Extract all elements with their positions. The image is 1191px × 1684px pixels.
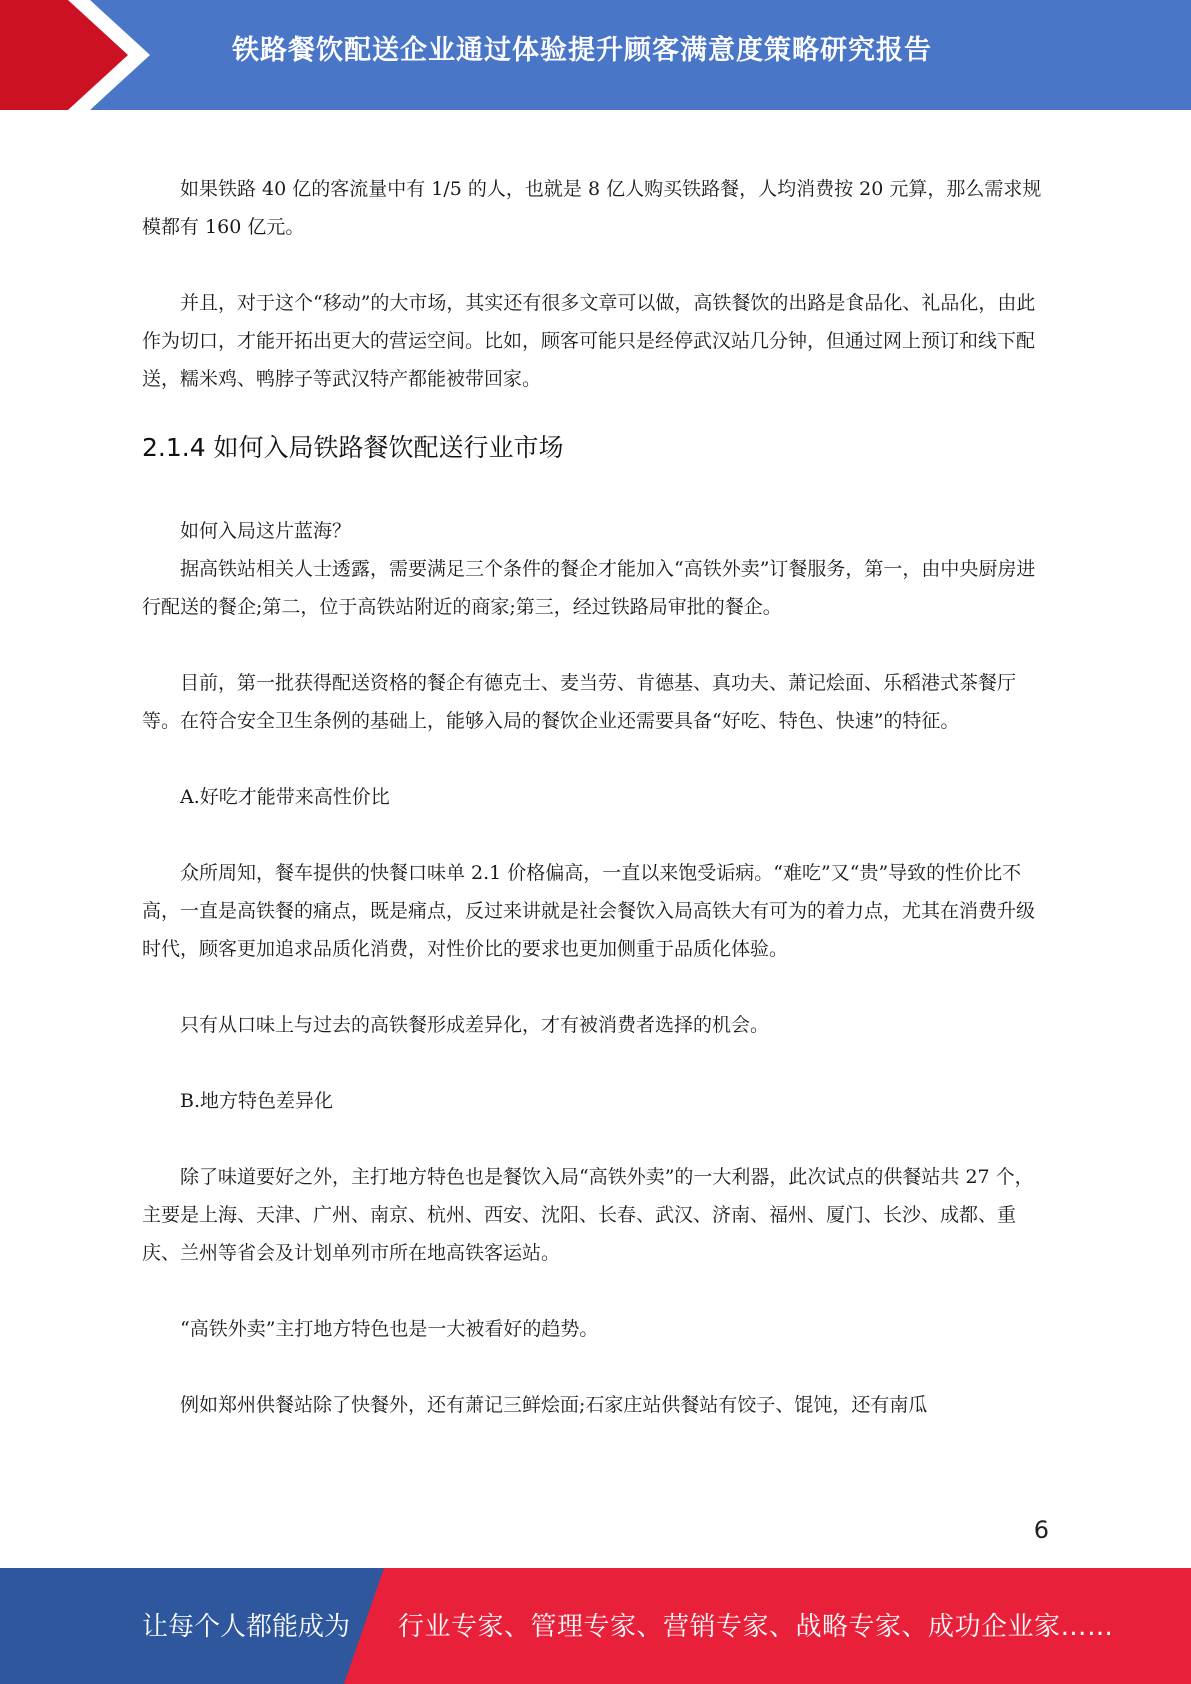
footer-slogan-right: 行业专家、管理专家、营销专家、战略专家、成功企业家…… — [398, 1612, 1114, 1642]
subsection-label: B.地方特色差异化 — [180, 1090, 334, 1112]
subsection-label: A.好吃才能带来高性价比 — [180, 786, 390, 808]
paragraph: “高铁外卖”主打地方特色也是一大被看好的趋势。 — [180, 1318, 599, 1340]
paragraph: 如何入局这片蓝海？ — [180, 520, 352, 542]
page-number: 6 — [1033, 1516, 1049, 1544]
footer-slogan-left: 让每个人都能成为 — [142, 1612, 351, 1642]
paragraph: 目前，第一批获得配送资格的餐企有德克士、麦当劳、肯德基、真功夫、萧记烩面、乐稻港式茶餐厅等。在符合安全卫生条例的基础上，能够入局的餐饮企业还需要具备“好吃、特色、快速”的特征。 — [142, 672, 1017, 732]
page-header — [0, 0, 1191, 110]
document-title: 铁路餐饮配送企业通过体验提升顾客满意度策略研究报告 — [232, 35, 932, 66]
paragraph: 如果铁路 40 亿的客流量中有 1/5 的人，也就是 8 亿人购买铁路餐，人均消费按 20 元算，那么需求规模都有 160 亿元。 — [142, 178, 1042, 238]
paragraph: 据高铁站相关人士透露，需要满足三个条件的餐企才能加入“高铁外卖”订餐服务，第一，由中央厨房进行配送的餐企;第二，位于高铁站附近的商家;第三，经过铁路局审批的餐企。 — [142, 558, 1036, 618]
paragraph: 例如郑州供餐站除了快餐外，还有萧记三鲜烩面;石家庄站供餐站有饺子、馄饨，还有南瓜 — [180, 1394, 928, 1416]
paragraph: 众所周知，餐车提供的快餐口味单 2.1 价格偏高，一直以来饱受诟病。“难吃”又“贵”导致的性价比不高，一直是高铁餐的痛点，既是痛点，反过来讲就是社会餐饮入局高铁大有可为的着力点，尤其在消费升级时代，顾客更加追求品质化消费，对性价比的要求也更加侧重于品质化体验。 — [142, 862, 1036, 960]
page-footer — [0, 1568, 1191, 1684]
paragraph: 只有从口味上与过去的高铁餐形成差异化，才有被消费者选择的机会。 — [180, 1014, 770, 1036]
paragraph: 除了味道要好之外，主打地方特色也是餐饮入局“高铁外卖”的一大利器，此次试点的供餐站共 27 个，主要是上海、天津、广州、南京、杭州、西安、沈阳、长春、武汉、济南、福州、厦门、长沙、成都、重庆、兰州等省会及计划单列市所在地高铁客运站。 — [142, 1166, 1034, 1264]
page-body — [142, 170, 1047, 1424]
paragraph: 并且，对于这个“移动”的大市场，其实还有很多文章可以做，高铁餐饮的出路是食品化、礼品化，由此作为切口，才能开拓出更大的营运空间。比如，顾客可能只是经停武汉站几分钟，但通过网上预订和线下配送，糯米鸡、鸭脖子等武汉特产都能被带回家。 — [142, 292, 1036, 390]
section-heading: 2.1.4 如何入局铁路餐饮配送行业市场 — [142, 433, 564, 462]
